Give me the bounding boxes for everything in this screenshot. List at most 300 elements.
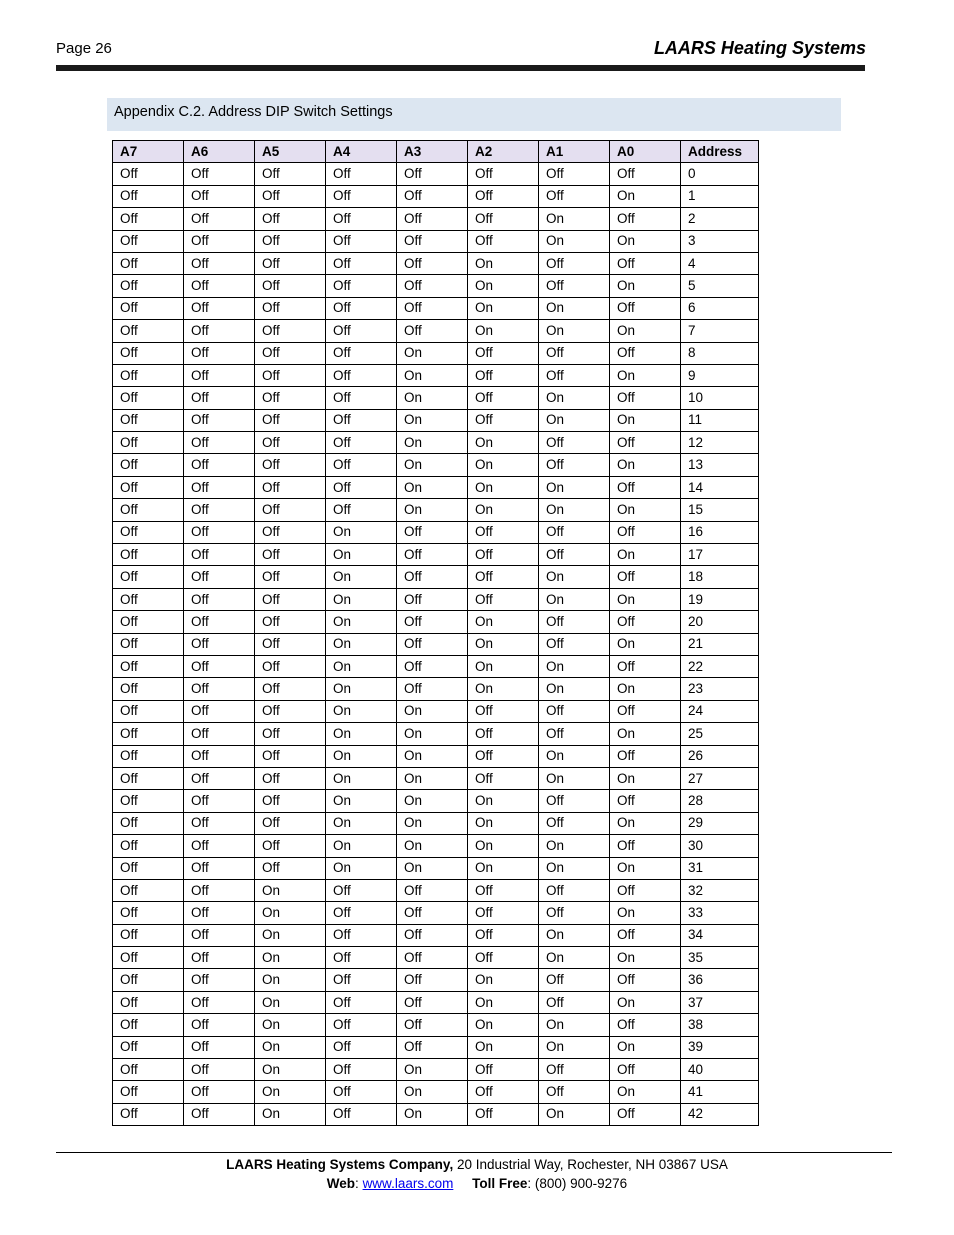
table-cell: Off (184, 275, 255, 297)
table-cell: Off (468, 364, 539, 386)
table-cell: Off (326, 252, 397, 274)
table-cell: Off (184, 723, 255, 745)
table-cell: On (610, 185, 681, 207)
table-cell: Off (610, 655, 681, 677)
footer-address: 20 Industrial Way, Rochester, NH 03867 USA (453, 1157, 728, 1172)
table-cell: Off (113, 678, 184, 700)
table-cell: On (397, 364, 468, 386)
table-cell: On (397, 476, 468, 498)
table-cell: 8 (681, 342, 759, 364)
footer-web-label: Web (326, 1176, 356, 1191)
table-cell: Off (610, 835, 681, 857)
table-cell: On (255, 1103, 326, 1125)
table-cell: Off (255, 297, 326, 319)
table-cell: Off (184, 902, 255, 924)
table-cell: On (610, 364, 681, 386)
table-cell: 4 (681, 252, 759, 274)
table-cell: Off (255, 588, 326, 610)
table-cell: On (397, 409, 468, 431)
table-cell: Off (610, 208, 681, 230)
table-cell: Off (610, 521, 681, 543)
table-cell: Off (397, 969, 468, 991)
table-cell: Off (113, 297, 184, 319)
table-cell: On (326, 611, 397, 633)
table-row (113, 297, 759, 319)
table-row (113, 185, 759, 207)
table-cell: On (539, 230, 610, 252)
table-cell: On (397, 342, 468, 364)
footer-web-sep: : (355, 1176, 363, 1191)
table-cell: On (539, 947, 610, 969)
table-cell: On (468, 1014, 539, 1036)
table-cell: Off (184, 655, 255, 677)
table-cell: On (397, 835, 468, 857)
table-cell: 31 (681, 857, 759, 879)
table-cell: Off (184, 163, 255, 185)
table-cell: Off (326, 275, 397, 297)
table-row (113, 252, 759, 274)
table-cell: Off (255, 252, 326, 274)
table-row (113, 700, 759, 722)
table-cell: On (397, 723, 468, 745)
column-header: A3 (397, 141, 468, 163)
table-cell: On (326, 633, 397, 655)
table-cell: 12 (681, 432, 759, 454)
table-cell: Off (113, 499, 184, 521)
table-cell: Off (326, 432, 397, 454)
table-cell: Off (184, 633, 255, 655)
column-header: A5 (255, 141, 326, 163)
table-cell: Off (326, 208, 397, 230)
table-cell: Off (184, 678, 255, 700)
table-row (113, 454, 759, 476)
table-cell: On (397, 1081, 468, 1103)
table-cell: Off (326, 476, 397, 498)
table-cell: Off (468, 947, 539, 969)
table-cell: Off (255, 499, 326, 521)
table-cell: Off (184, 790, 255, 812)
table-cell: On (255, 902, 326, 924)
table-cell: On (468, 252, 539, 274)
table-cell: Off (255, 208, 326, 230)
table-cell: 38 (681, 1014, 759, 1036)
table-cell: On (397, 700, 468, 722)
table-cell: Off (397, 924, 468, 946)
table-cell: Off (255, 566, 326, 588)
table-cell: On (397, 812, 468, 834)
table-row (113, 230, 759, 252)
table-cell: Off (468, 566, 539, 588)
table-cell: Off (326, 499, 397, 521)
table-cell: Off (610, 1059, 681, 1081)
table-cell: On (468, 1036, 539, 1058)
table-cell: Off (326, 297, 397, 319)
table-cell: Off (326, 230, 397, 252)
table-cell: Off (610, 611, 681, 633)
table-cell: 1 (681, 185, 759, 207)
table-cell: 20 (681, 611, 759, 633)
table-cell: Off (184, 432, 255, 454)
table-cell: On (610, 991, 681, 1013)
table-cell: On (326, 857, 397, 879)
table-cell: Off (326, 969, 397, 991)
table-cell: 28 (681, 790, 759, 812)
table-cell: Off (326, 991, 397, 1013)
table-row (113, 745, 759, 767)
table-cell: 0 (681, 163, 759, 185)
table-cell: Off (468, 185, 539, 207)
table-cell: Off (468, 208, 539, 230)
table-cell: Off (184, 476, 255, 498)
table-cell: Off (610, 1103, 681, 1125)
section-title: Appendix C.2. Address DIP Switch Settings (114, 104, 393, 120)
footer-tollfree-value: : (800) 900-9276 (527, 1176, 628, 1191)
brand-title: LAARS Heating Systems (653, 38, 866, 58)
table-row (113, 1081, 759, 1103)
table-cell: Off (468, 924, 539, 946)
table-row (113, 1059, 759, 1081)
table-cell: On (468, 275, 539, 297)
table-cell: Off (255, 611, 326, 633)
table-cell: Off (326, 409, 397, 431)
table-cell: Off (255, 812, 326, 834)
table-cell: Off (255, 454, 326, 476)
table-row (113, 879, 759, 901)
footer-contact-line (0, 1176, 954, 1191)
table-cell: On (610, 678, 681, 700)
table-cell: Off (397, 320, 468, 342)
table-cell: On (539, 387, 610, 409)
table-cell: Off (113, 633, 184, 655)
column-header: A2 (468, 141, 539, 163)
table-cell: On (326, 655, 397, 677)
table-cell: Off (397, 544, 468, 566)
table-cell: On (610, 230, 681, 252)
table-row (113, 1036, 759, 1058)
table-cell: Off (610, 566, 681, 588)
table-cell: On (610, 857, 681, 879)
column-header: A7 (113, 141, 184, 163)
table-cell: Off (255, 633, 326, 655)
table-cell: Off (184, 320, 255, 342)
table-cell: Off (184, 185, 255, 207)
table-cell: Off (255, 432, 326, 454)
table-row (113, 566, 759, 588)
table-cell: Off (468, 544, 539, 566)
table-cell: Off (184, 611, 255, 633)
table-cell: Off (184, 1036, 255, 1058)
table-cell: Off (113, 611, 184, 633)
table-row (113, 163, 759, 185)
table-cell: Off (184, 252, 255, 274)
table-cell: Off (113, 342, 184, 364)
table-cell: 30 (681, 835, 759, 857)
table-cell: Off (326, 185, 397, 207)
table-cell: Off (397, 879, 468, 901)
table-cell: On (610, 947, 681, 969)
table-cell: Off (113, 588, 184, 610)
table-cell: Off (113, 745, 184, 767)
table-row (113, 544, 759, 566)
table-cell: Off (113, 991, 184, 1013)
table-cell: On (397, 745, 468, 767)
table-cell: Off (184, 230, 255, 252)
column-header: A1 (539, 141, 610, 163)
table-cell: Off (397, 633, 468, 655)
table-cell: Off (184, 745, 255, 767)
table-cell: On (468, 991, 539, 1013)
footer-rule (56, 1152, 892, 1153)
table-cell: 19 (681, 588, 759, 610)
footer-company: LAARS Heating Systems Company, (226, 1157, 454, 1172)
table-cell: On (326, 835, 397, 857)
table-cell: Off (113, 655, 184, 677)
table-cell: Off (539, 611, 610, 633)
table-cell: On (468, 611, 539, 633)
table-row (113, 835, 759, 857)
table-cell: On (539, 1036, 610, 1058)
table-cell: Off (184, 879, 255, 901)
table-cell: On (539, 476, 610, 498)
table-cell: Off (468, 1081, 539, 1103)
table-cell: Off (468, 1103, 539, 1125)
table-cell: On (468, 969, 539, 991)
table-cell: Off (610, 745, 681, 767)
table-cell: On (326, 812, 397, 834)
table-cell: Off (610, 252, 681, 274)
table-cell: Off (255, 342, 326, 364)
table-cell: Off (184, 924, 255, 946)
table-cell: On (255, 879, 326, 901)
table-cell: On (610, 723, 681, 745)
table-row (113, 499, 759, 521)
table-cell: Off (255, 387, 326, 409)
table-cell: On (397, 454, 468, 476)
table-cell: On (468, 790, 539, 812)
table-cell: Off (397, 991, 468, 1013)
table-row (113, 588, 759, 610)
table-cell: Off (539, 185, 610, 207)
table-row (113, 611, 759, 633)
table-row (113, 409, 759, 431)
table-cell: On (610, 812, 681, 834)
table-cell: Off (113, 208, 184, 230)
table-cell: 42 (681, 1103, 759, 1125)
table-cell: Off (113, 432, 184, 454)
table-cell: Off (539, 252, 610, 274)
table-cell: Off (113, 387, 184, 409)
table-cell: Off (184, 409, 255, 431)
table-cell: On (468, 454, 539, 476)
table-cell: Off (184, 1103, 255, 1125)
table-cell: On (539, 655, 610, 677)
table-cell: Off (255, 521, 326, 543)
table-cell: Off (184, 857, 255, 879)
section-heading-box (107, 98, 841, 131)
table-row (113, 275, 759, 297)
table-cell: Off (113, 454, 184, 476)
table-cell: Off (539, 991, 610, 1013)
table-body (113, 163, 759, 1126)
table-cell: Off (326, 342, 397, 364)
table-cell: Off (184, 521, 255, 543)
table-cell: Off (255, 364, 326, 386)
table-cell: Off (468, 387, 539, 409)
table-cell: On (610, 767, 681, 789)
table-cell: 22 (681, 655, 759, 677)
table-cell: On (255, 1059, 326, 1081)
table-cell: Off (468, 879, 539, 901)
table-row (113, 387, 759, 409)
table-cell: Off (113, 476, 184, 498)
table-cell: On (397, 790, 468, 812)
table-cell: Off (539, 812, 610, 834)
table-cell: Off (610, 163, 681, 185)
table-cell: On (610, 409, 681, 431)
table-cell: Off (113, 252, 184, 274)
table-cell: Off (539, 544, 610, 566)
table-cell: Off (113, 275, 184, 297)
table-cell: 11 (681, 409, 759, 431)
table-cell: On (397, 1103, 468, 1125)
table-cell: Off (113, 230, 184, 252)
table-cell: Off (184, 387, 255, 409)
table-cell: Off (184, 812, 255, 834)
table-cell: 5 (681, 275, 759, 297)
table-cell: 33 (681, 902, 759, 924)
table-cell: On (255, 924, 326, 946)
table-cell: Off (610, 297, 681, 319)
table-cell: Off (113, 902, 184, 924)
table-cell: Off (184, 700, 255, 722)
table-cell: 18 (681, 566, 759, 588)
table-cell: Off (397, 252, 468, 274)
table-cell: Off (113, 790, 184, 812)
table-cell: Off (255, 745, 326, 767)
table-cell: On (610, 544, 681, 566)
table-cell: 3 (681, 230, 759, 252)
table-cell: Off (539, 364, 610, 386)
table-cell: 37 (681, 991, 759, 1013)
table-cell: On (255, 991, 326, 1013)
table-cell: Off (326, 1081, 397, 1103)
table-cell: Off (468, 588, 539, 610)
table-row (113, 476, 759, 498)
table-cell: On (468, 655, 539, 677)
table-cell: Off (255, 790, 326, 812)
table-cell: On (468, 678, 539, 700)
table-cell: On (610, 1036, 681, 1058)
table-cell: On (539, 566, 610, 588)
table-cell: Off (397, 1014, 468, 1036)
table-cell: Off (539, 521, 610, 543)
table-cell: Off (255, 544, 326, 566)
footer-address-line (0, 1157, 954, 1172)
table-cell: On (468, 432, 539, 454)
table-cell: Off (539, 790, 610, 812)
table-cell: Off (468, 342, 539, 364)
table-cell: 26 (681, 745, 759, 767)
table-cell: Off (610, 1014, 681, 1036)
table-cell: Off (255, 857, 326, 879)
table-cell: Off (113, 812, 184, 834)
table-cell: Off (326, 902, 397, 924)
table-cell: Off (255, 163, 326, 185)
table-cell: Off (113, 924, 184, 946)
table-cell: Off (184, 1081, 255, 1103)
table-cell: Off (397, 655, 468, 677)
table-cell: Off (255, 275, 326, 297)
table-cell: On (326, 723, 397, 745)
table-cell: Off (397, 208, 468, 230)
table-cell: On (539, 409, 610, 431)
table-row (113, 723, 759, 745)
table-cell: 10 (681, 387, 759, 409)
table-cell: Off (610, 387, 681, 409)
table-cell: Off (255, 767, 326, 789)
table-cell: On (326, 745, 397, 767)
table-cell: Off (184, 991, 255, 1013)
table-cell: On (326, 790, 397, 812)
table-cell: On (539, 208, 610, 230)
table-cell: Off (539, 342, 610, 364)
table-cell: Off (113, 700, 184, 722)
table-cell: Off (539, 275, 610, 297)
table-cell: 36 (681, 969, 759, 991)
table-cell: Off (113, 1081, 184, 1103)
table-cell: Off (539, 969, 610, 991)
table-cell: Off (184, 1014, 255, 1036)
table-cell: Off (539, 1081, 610, 1103)
table-cell: Off (539, 879, 610, 901)
table-cell: Off (610, 879, 681, 901)
table-cell: Off (397, 521, 468, 543)
table-cell: Off (184, 588, 255, 610)
table-cell: 23 (681, 678, 759, 700)
table-cell: On (255, 1036, 326, 1058)
table-cell: On (468, 499, 539, 521)
table-cell: Off (184, 544, 255, 566)
table-cell: Off (610, 924, 681, 946)
table-row (113, 655, 759, 677)
table-cell: On (326, 588, 397, 610)
table-cell: On (610, 454, 681, 476)
table-cell: Off (184, 499, 255, 521)
table-cell: 25 (681, 723, 759, 745)
table-cell: Off (184, 1059, 255, 1081)
column-header: A6 (184, 141, 255, 163)
table-cell: On (255, 969, 326, 991)
footer-web-link[interactable]: www.laars.com (362, 1176, 454, 1191)
table-cell: 40 (681, 1059, 759, 1081)
table-cell: Off (468, 745, 539, 767)
table-row (113, 947, 759, 969)
dip-switch-table (112, 140, 759, 1126)
table-row (113, 342, 759, 364)
table-cell: 17 (681, 544, 759, 566)
table-cell: 32 (681, 879, 759, 901)
table-cell: Off (113, 879, 184, 901)
table-cell: Off (184, 767, 255, 789)
table-cell: On (468, 320, 539, 342)
table-cell: On (539, 1103, 610, 1125)
table-cell: Off (539, 1059, 610, 1081)
table-cell: 21 (681, 633, 759, 655)
table-cell: Off (113, 1036, 184, 1058)
table-cell: Off (326, 879, 397, 901)
table-cell: On (397, 432, 468, 454)
table-cell: Off (113, 767, 184, 789)
